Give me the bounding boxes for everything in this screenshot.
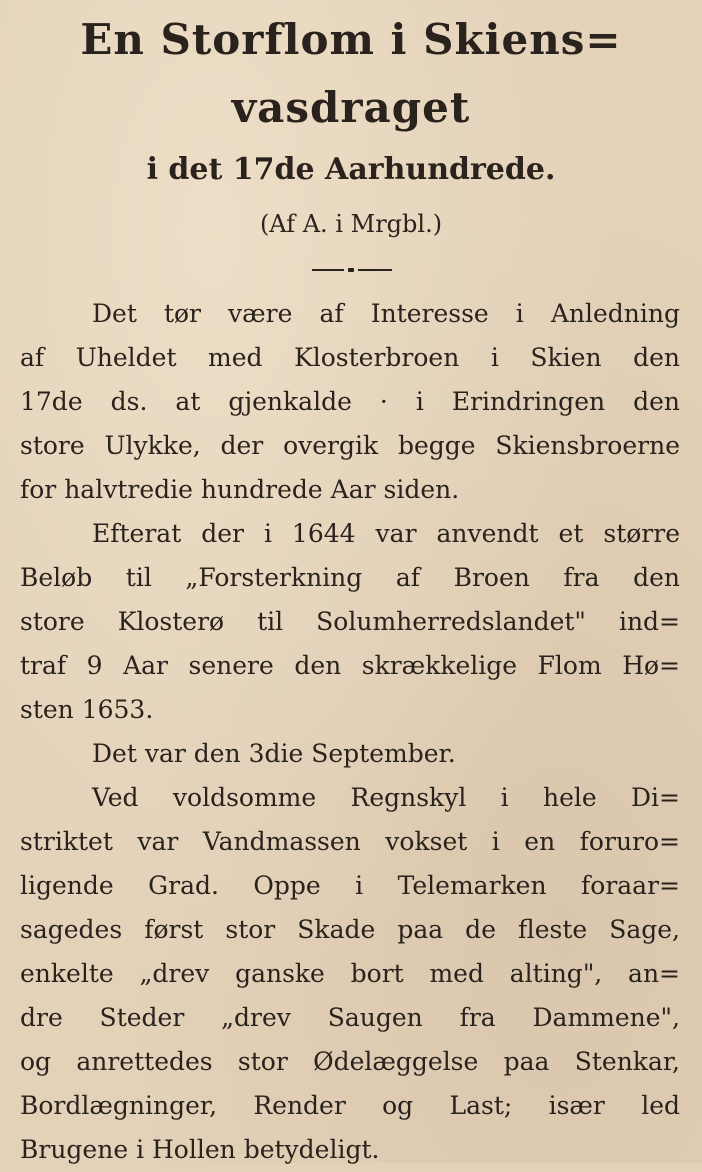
text-line: Ved voldsomme Regnskyl i hele Di=: [92, 783, 680, 812]
text-line: Det var den 3die September.: [92, 739, 456, 768]
text-line: for halvtredie hundrede Aar siden.: [20, 475, 460, 504]
text-line: Det tør være af Interesse i Anledning: [92, 299, 680, 328]
text-line: store Ulykke, der overgik begge Skiensbroerne: [20, 431, 680, 460]
text-line: dre Steder „drev Saugen fra Dammene",: [20, 1003, 680, 1032]
divider-right-rule: [358, 269, 392, 271]
paragraph-4: [20, 776, 680, 1172]
text-line: af Uheldet med Klosterbroen i Skien den: [20, 343, 680, 372]
text-line: Efterat der i 1644 var anvendt et større: [92, 519, 680, 548]
text-line: og anrettedes stor Ødelæggelse paa Stenkar,: [20, 1047, 680, 1076]
text-line: traf 9 Aar senere den skrækkelige Flom Hø=: [20, 651, 680, 680]
paragraph-1: [20, 292, 680, 512]
paragraph-2: [20, 512, 680, 732]
text-line: ligende Grad. Oppe i Telemarken foraar=: [20, 871, 680, 900]
source-attribution: (Af A. i Mrgbl.): [259, 210, 443, 238]
section-divider: [312, 266, 392, 276]
text-line: enkelte „drev ganske bort med alting", an=: [20, 959, 680, 988]
text-line: Brugene i Hollen betydeligt.: [20, 1135, 380, 1164]
text-line: 17de ds. at gjenkalde · i Erindringen den: [20, 387, 680, 416]
headline-line-2: vasdraget: [231, 83, 471, 132]
text-line: Beløb til „Forsterkning af Broen fra den: [20, 563, 680, 592]
headline-line-1: En Storflom i Skiens=: [80, 15, 622, 64]
paragraph-3: [20, 732, 680, 776]
text-line: store Klosterø til Solumherredslandet" ind=: [20, 607, 680, 636]
text-line: striktet var Vandmassen vokset i en foruro=: [20, 827, 680, 856]
divider-center-ornament: [348, 268, 354, 272]
text-line: sagedes først stor Skade paa de fleste Sage,: [20, 915, 680, 944]
divider-left-rule: [312, 269, 344, 271]
text-line: sten 1653.: [20, 695, 154, 724]
text-line: Bordlægninger, Render og Last; især led: [20, 1091, 680, 1120]
subheadline: i det 17de Aarhundrede.: [146, 152, 556, 187]
